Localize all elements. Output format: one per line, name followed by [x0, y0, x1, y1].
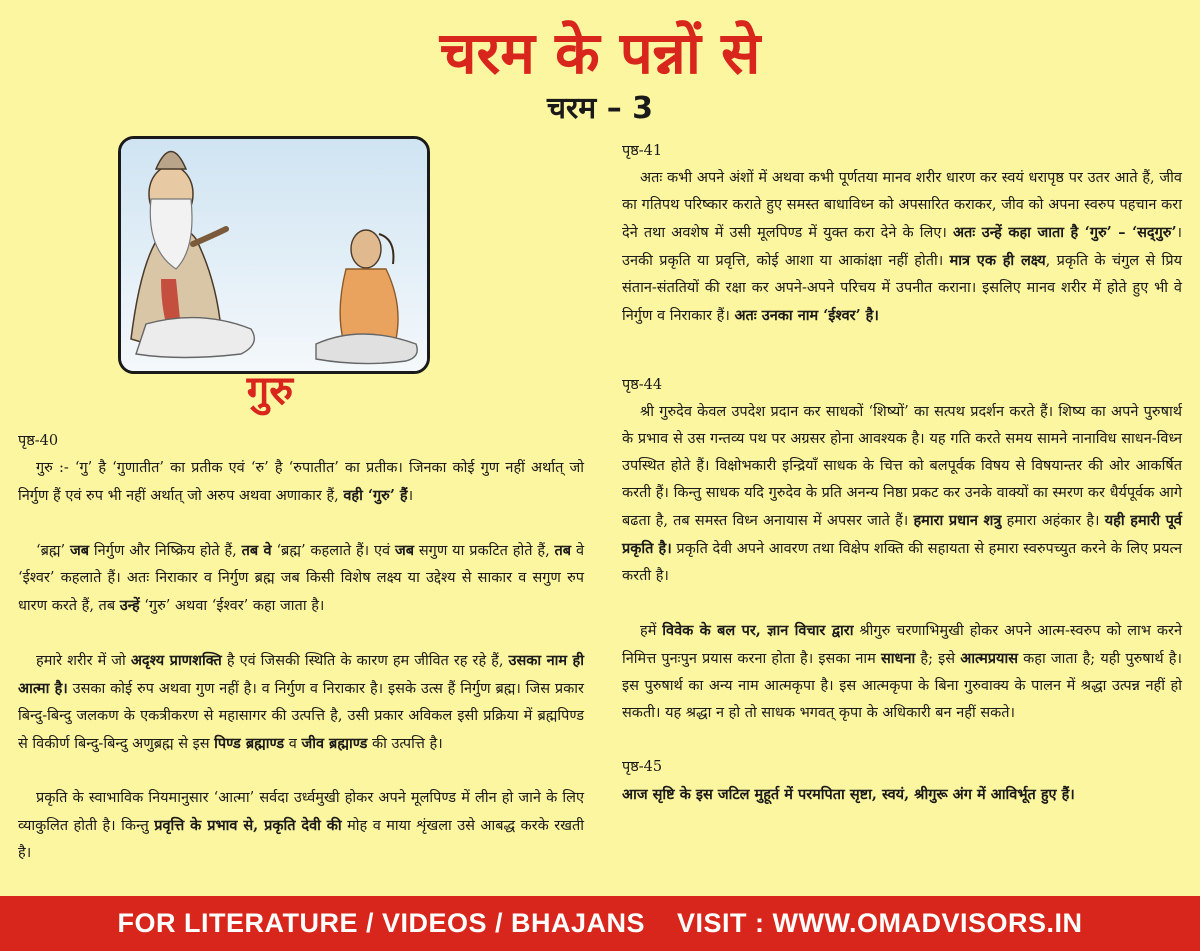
- paragraph-page-44-a: श्री गुरुदेव केवल उपदेश प्रदान कर साधकों ‘शिष्यों’ का सत्पथ प्रदर्शन करते हैं। शिष्य का अपने पुरुषार्थ के प्रभाव से उस गन्तव्य पथ पर अग्रसर होना आवश्यक है। यह गति करते समय सामने नानाविध साधन-विध्न उपस्थित होते हैं। विक्षोभकारी इन्द्रियाँ साधक के चित्त को बलपूर्वक विषय से विषयान्तर की ओर आकर्षित करती हैं। किन्तु साधक यदि गुरुदेव के प्रति अनन्य निष्ठा प्रकट कर उनके वाक्यों का स्मरण कर धैर्यपूर्वक आगे बढता है, तब समस्त विध्न अनायास में अपसर जाते हैं। हमारा प्रधान शत्रु हमारा अहंकार है। यही हमारी पूर्व प्रकृति है। प्रकृति देवी अपने आवरण तथा विक्षेप शक्ति की सहायता से हमारा स्वरुपच्युत करने के लिए प्रयत्न करती है।: [622, 404, 1182, 584]
- footer-banner: [0, 896, 1200, 951]
- left-column: [18, 428, 584, 867]
- paragraph-page-45: आज सृष्टि के इस जटिल मुहूर्त में परमपिता सृष्टा, स्वयं, श्रीगुरू अंग में आविर्भूत हुए हैं।: [622, 786, 1075, 803]
- page-label-45: पृष्ठ-45: [622, 759, 663, 775]
- page-subtitle: चरम – 3: [546, 91, 654, 126]
- paragraph-brahma: ‘ब्रह्म’ जब निर्गुण और निष्क्रिय होते हैं, तब वे ‘ब्रह्म’ कहलाते हैं। एवं जब सगुण या प्रकटित होते हैं, तब वे ‘ईश्वर’ कहलाते हैं। अतः निराकार व निर्गुण ब्रह्म जब किसी विशेष लक्ष्य या उद्देश्य से साकार व सगुण रुप धारण करते हैं, तब उन्हें ‘गुरु’ अथवा ‘ईश्वर’ कहा जाता है।: [18, 542, 585, 614]
- page-label-41: पृष्ठ-41: [622, 143, 663, 159]
- paragraph-prakriti: प्रकृति के स्वाभाविक नियमानुसार ‘आत्मा’ सर्वदा उर्ध्वमुखी होकर अपने मूलपिण्ड में लीन हो जाने के लिए व्याकुलित होती है। किन्तु प्रवृत्ति के प्रभाव से, प्रकृति देवी की मोह व माया शृंखला उसे आबद्ध करके रखती है।: [18, 790, 585, 861]
- footer-literature-text: FOR LITERATURE / VIDEOS / BHAJANS: [117, 908, 646, 938]
- guru-disciple-illustration: [118, 136, 430, 374]
- guru-disciple-drawing: [121, 139, 427, 371]
- right-column: [622, 138, 1182, 809]
- paragraph-guru-definition: गुरु :- ‘गु’ है ‘गुणातीत’ का प्रतीक एवं ‘रु’ है ‘रुपातीत’ का प्रतीक। जिनका कोई गुण नहीं अर्थात् जो निर्गुण हैं एवं रुप भी नहीं अर्थात् जो अरुप अथवा अणाकार हैं, वही ‘गुरु’ हैं।: [18, 460, 584, 504]
- page-label-40: पृष्ठ-40: [18, 433, 59, 449]
- footer-website-link[interactable]: VISIT : WWW.OMADVISORS.IN: [677, 908, 1083, 938]
- page-title: चरम के पन्नों से: [439, 19, 761, 87]
- paragraph-page-41: अतः कभी अपने अंशों में अथवा कभी पूर्णतया मानव शरीर धारण कर स्वयं धरापृष्ठ पर उतर आते हैं, जीव का गतिपथ परिष्कार कराते हुए समस्त बाधाविध्न को अपसारित कराकर, जीव को अपना स्वरुप पहचान करा देने तथा अवशेष में उसी मूलपिण्ड में युक्त करा देने के लिए। अतः उन्हें कहा जाता है ‘गुरु’ – ‘सद्‌गुरु’। उनकी प्रकृति या प्रवृत्ति, कोई आशा या आकांक्षा नहीं होती। मात्र एक ही लक्ष्य, प्रकृति के चंगुल से प्रिय संतान-संततियों की रक्षा कर अपने-अपने परिचय में उपनीत कराना। इसलिए मानव शरीर में होते हुए भी वे निर्गुण व निराकार हैं। अतः उनका नाम ‘ईश्वर’ है।: [622, 170, 1182, 324]
- paragraph-atma: हमारे शरीर में जो अदृश्य प्राणशक्ति है एवं जिसकी स्थिति के कारण हम जीवित रह रहे हैं, उसका नाम ही आत्मा है। उसका कोई रुप अथवा गुण नहीं है। व निर्गुण व निराकार है। इसके उत्स हैं निर्गुण ब्रह्म। जिस प्रकार बिन्दु-बिन्दु जलकण के एकत्रीकरण से महासागर की उत्पत्ति है, उसी प्रकार अविकल इसी प्रक्रिया में ब्रह्मपिण्ड से विकीर्ण बिन्दु-बिन्दु अणुब्रह्म से इस पिण्ड ब्रह्माण्ड व जीव ब्रह्माण्ड की उत्पत्ति है।: [18, 652, 585, 752]
- paragraph-page-44-b: हमें विवेक के बल पर, ज्ञान विचार द्वारा श्रीगुरु चरणाभिमुखी होकर अपने आत्म-स्वरुप को लाभ करने निमित्त पुनःपुन प्रयास करना होता है। इसका नाम साधना है; इसे आत्मप्रयास कहा जाता है; यही पुरुषार्थ है। इस पुरुषार्थ का अन्य नाम आत्मकृपा है। इस आत्मकृपा के बिना गुरुवाक्य के पालन में श्रद्धा उत्पन्न नहीं हो सकती। यह श्रद्धा न हो तो साधक भगवत् कृपा के अधिकारी बन नहीं सकते।: [622, 622, 1183, 721]
- page-label-44: पृष्ठ-44: [622, 377, 663, 393]
- illustration-caption: गुरु: [246, 368, 294, 414]
